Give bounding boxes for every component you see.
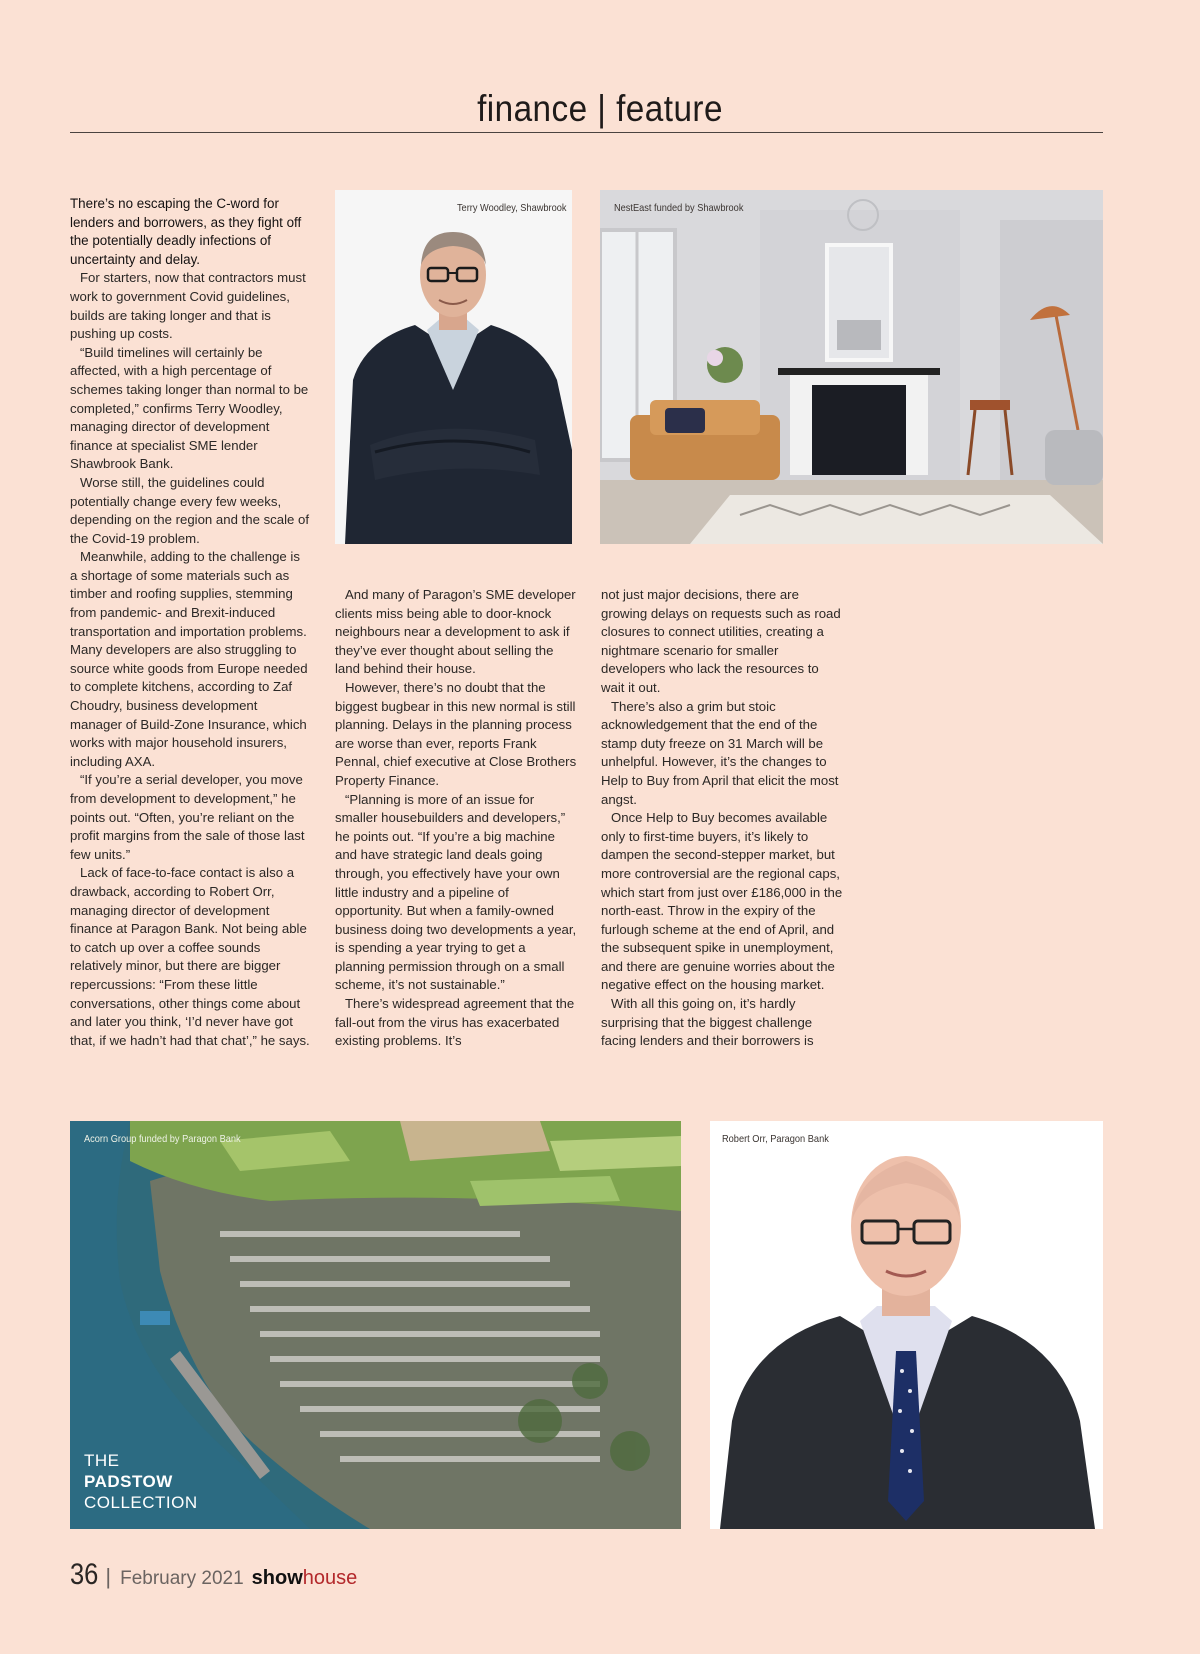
article-paragraph: Meanwhile, adding to the challenge is a shortage of some materials such as timber and roofing supplies, stemming from pandemic- and Brexit-induced transportation and importation problems. Many developers are also struggling to source white goods from Europe needed to complete kitchens, according to Zaf Choudry, business development manager of Build-Zone Insurance, which works with major household insurers, including AXA. bbox=[70, 549, 308, 769]
terry-woodley-photo bbox=[335, 190, 572, 544]
logo-line: COLLECTION bbox=[84, 1493, 198, 1512]
showhouse-logo bbox=[252, 1567, 358, 1590]
article-paragraph: And many of Paragon’s SME developer clients miss being able to door-knock neighbours near a development to ask if they’ve ever thought about selling the land behind their house. bbox=[335, 587, 576, 677]
article-paragraph: There’s also a grim but stoic acknowledgement that the end of the stamp duty freeze on 31 March will be unhelpful. However, it’s the changes to Help to Buy from April that elicit the most angst. bbox=[601, 698, 839, 807]
issue-date: February 2021 bbox=[120, 1568, 244, 1589]
article-paragraph: “Planning is more of an issue for smaller housebuilders and developers,” he points out. “If you’re a big machine and have strategic land deals going through, you effectively have your own little industry and a pipeline of opportunity. But when a family-owned business doing two developments a year, is spending a year trying to get a planning permission through on a small scheme, it’s not sustainable.” bbox=[335, 791, 577, 993]
photo-caption: Acorn Group funded by Paragon Bank bbox=[84, 1133, 241, 1145]
living-room-illustration bbox=[600, 190, 1103, 544]
section-title: finance | feature bbox=[477, 88, 723, 129]
page-number: 36 bbox=[70, 1558, 99, 1591]
article-column-1 bbox=[70, 195, 310, 1050]
padstow-aerial-photo bbox=[70, 1121, 681, 1529]
header-divider bbox=[70, 132, 1103, 133]
footer-separator: | bbox=[105, 1564, 112, 1589]
portrait-illustration bbox=[710, 1121, 1103, 1529]
page-footer bbox=[70, 1558, 357, 1598]
article-paragraph: For starters, now that contractors must work to government Covid guidelines, builds are taking longer and that is pushing up costs. bbox=[70, 270, 306, 342]
article-paragraph: Lack of face-to-face contact is also a drawback, according to Robert Orr, managing director of development finance at Paragon Bank. Not being able to catch up over a coffee sounds relatively minor, but there are bigger repercussions: “From these little conversations, other things come about and later you think, ‘I’d never have got that, if we hadn’t had that chat’,” he says. bbox=[70, 865, 310, 1048]
padstow-collection-logo bbox=[84, 1450, 198, 1513]
living-room-photo bbox=[600, 190, 1103, 544]
photo-caption: NestEast funded by Shawbrook bbox=[614, 202, 744, 214]
robert-orr-photo bbox=[710, 1121, 1103, 1529]
article-paragraph: There’s widespread agreement that the fall-out from the virus has exacerbated existing problems. It’s bbox=[335, 996, 575, 1049]
brand-show: show bbox=[251, 1567, 303, 1589]
article-paragraph: Worse still, the guidelines could potentially change every few weeks, depending on the region and the scale of the Covid-19 problem. bbox=[70, 474, 310, 546]
logo-line: PADSTOW bbox=[84, 1472, 173, 1491]
article-lead: There’s no escaping the C-word for lenders and borrowers, as they fight off the potentially deadly infections of uncertainty and delay. bbox=[70, 196, 302, 267]
photo-caption: Terry Woodley, Shawbrook bbox=[456, 202, 566, 214]
brand-house: house bbox=[302, 1567, 358, 1589]
article-paragraph: “If you’re a serial developer, you move from development to development,” he points out. “Often, you’re reliant on the profit margins from the sale of those last few units.” bbox=[70, 772, 305, 862]
article-column-2 bbox=[335, 586, 577, 1051]
article-paragraph: “Build timelines will certainly be affected, with a high percentage of schemes taking longer than normal to be completed,” confirms Terry Woodley, managing director of development finance at specialist SME lender Shawbrook Bank. bbox=[70, 344, 309, 472]
portrait-illustration bbox=[335, 190, 572, 544]
article-paragraph: not just major decisions, there are growing delays on requests such as road closures to connect utilities, creating a nightmare scenario for smaller developers who lack the resources to wait it out. bbox=[601, 587, 841, 695]
logo-line: THE bbox=[84, 1451, 120, 1470]
article-column-3 bbox=[601, 586, 843, 1051]
article-paragraph: Once Help to Buy becomes available only to first-time buyers, it’s likely to dampen the second-stepper market, but more controversial are the regional caps, which start from just over £186,000 in the north-east. Throw in the expiry of the furlough scheme at the end of April, and the subsequent spike in unemployment, and there are genuine worries about the negative effect on the housing market. bbox=[601, 810, 843, 993]
photo-caption: Robert Orr, Paragon Bank bbox=[722, 1133, 829, 1145]
article-paragraph: However, there’s no doubt that the biggest bugbear in this new normal is still planning. Delays in the planning process are worse than ever, reports Frank Pennal, chief executive at Close Brothers Property Finance. bbox=[335, 679, 577, 788]
article-paragraph: With all this going on, it’s hardly surprising that the biggest challenge facing lenders and their borrowers is bbox=[601, 996, 814, 1049]
